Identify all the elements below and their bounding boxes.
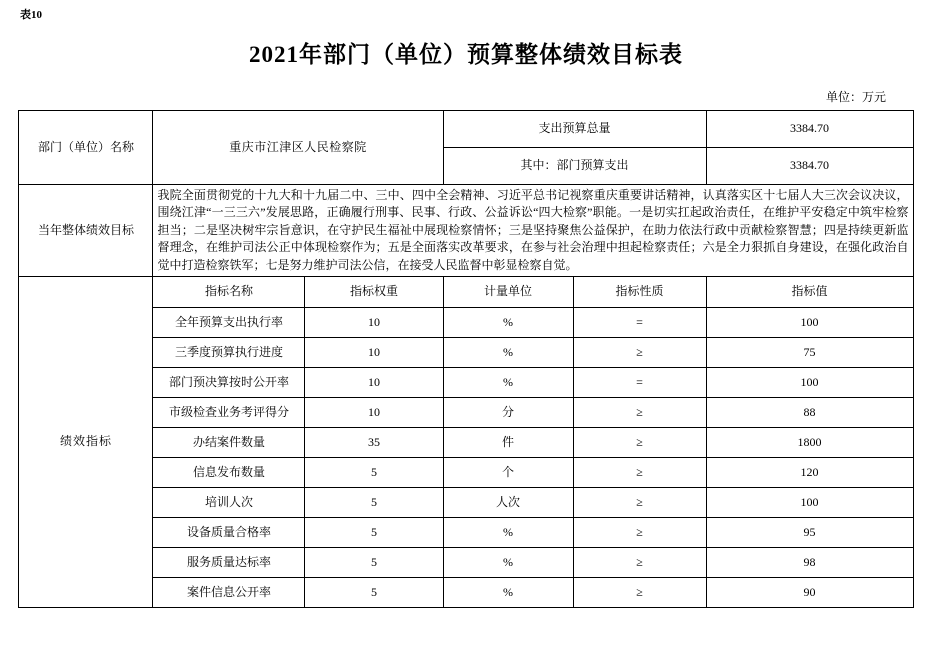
indicator-unit: 人次 [443,487,573,517]
indicator-nature: ≥ [573,337,706,367]
indicator-value: 120 [706,457,913,487]
dept-budget-expense-label: 其中：部门预算支出 [443,148,706,185]
indicator-value: 95 [706,517,913,547]
table-row [19,577,913,607]
indicator-value: 98 [706,547,913,577]
indicator-value: 100 [706,367,913,397]
column-header-indicator-name: 指标名称 [153,276,305,307]
annual-goal-text: 我院全面贯彻党的十九大和十九届二中、三中、四中全会精神、习近平总书记视察重庆重要讲话精神，认真落实区十七届人大三次会议决议，围绕江津“一三三六”发展思路，正确履行刑事、民事、行政、公益诉讼“四大检察”职能。一是切实扛起政治责任，在维护平安稳定中筑牢检察担当；二是坚决树牢宗旨意识，在守护民生福祉中展现检察情怀；三是坚持聚焦公益保护，在助力依法行政中贡献检察智慧；四是持续更新监督理念，在维护司法公正中体现检察作为；五是全面落实改革要求，在参与社会治理中担起检察责任；六是全力狠抓自身建设，在强化政治自觉中打造检察铁军；七是努力维护司法公信，在接受人民监督中彰显检察自觉。 [153,185,913,277]
indicator-weight: 5 [305,487,443,517]
total-budget-label: 支出预算总量 [443,111,706,148]
indicator-value: 100 [706,487,913,517]
indicator-nature: = [573,307,706,337]
indicator-nature: ≥ [573,457,706,487]
indicator-nature: = [573,367,706,397]
indicator-name: 设备质量合格率 [153,517,305,547]
indicator-value: 88 [706,397,913,427]
indicator-weight: 35 [305,427,443,457]
indicator-nature: ≥ [573,397,706,427]
budget-performance-table [18,110,913,608]
indicator-unit: 个 [443,457,573,487]
table-row [19,307,913,337]
indicator-name: 全年预算支出执行率 [153,307,305,337]
indicator-nature: ≥ [573,547,706,577]
indicator-unit: % [443,547,573,577]
indicator-weight: 5 [305,577,443,607]
table-row [19,547,913,577]
column-header-nature: 指标性质 [573,276,706,307]
table-row [19,367,913,397]
indicator-weight: 10 [305,307,443,337]
indicator-weight: 10 [305,397,443,427]
dept-budget-expense-value: 3384.70 [706,148,913,185]
column-header-unit: 计量单位 [443,276,573,307]
indicator-unit: 分 [443,397,573,427]
table-row [19,427,913,457]
indicator-nature: ≥ [573,487,706,517]
indicator-weight: 5 [305,517,443,547]
indicator-name: 办结案件数量 [153,427,305,457]
indicator-unit: % [443,307,573,337]
table-row [19,517,913,547]
indicator-unit: % [443,577,573,607]
performance-indicator-label: 绩效指标 [19,276,153,607]
indicator-value: 100 [706,307,913,337]
table-row [19,337,913,367]
form-number: 表10 [20,9,42,21]
table-row-dept-total [19,111,913,148]
dept-name-value: 重庆市江津区人民检察院 [153,111,443,185]
table-row-indicator-header [19,276,913,307]
unit-note: 单位：万元 [825,90,886,104]
indicator-weight: 5 [305,457,443,487]
indicator-nature: ≥ [573,517,706,547]
indicator-weight: 5 [305,547,443,577]
column-header-value: 指标值 [706,276,913,307]
indicator-name: 三季度预算执行进度 [153,337,305,367]
table-row-goal [19,185,913,277]
indicator-unit: % [443,367,573,397]
indicator-nature: ≥ [573,577,706,607]
indicator-name: 案件信息公开率 [153,577,305,607]
indicator-weight: 10 [305,367,443,397]
page-title: 2021年部门（单位）预算整体绩效目标表 [249,42,683,67]
column-header-weight: 指标权重 [305,276,443,307]
indicator-name: 部门预决算按时公开率 [153,367,305,397]
indicator-name: 市级检查业务考评得分 [153,397,305,427]
indicator-weight: 10 [305,337,443,367]
indicator-name: 信息发布数量 [153,457,305,487]
dept-name-label: 部门（单位）名称 [19,111,153,185]
table-row [19,457,913,487]
indicator-unit: 件 [443,427,573,457]
indicator-name: 培训人次 [153,487,305,517]
indicator-value: 1800 [706,427,913,457]
indicator-value: 90 [706,577,913,607]
indicator-name: 服务质量达标率 [153,547,305,577]
indicator-nature: ≥ [573,427,706,457]
indicator-unit: % [443,337,573,367]
table-row [19,397,913,427]
total-budget-value: 3384.70 [706,111,913,148]
table-row [19,487,913,517]
annual-goal-label: 当年整体绩效目标 [19,185,153,277]
indicator-value: 75 [706,337,913,367]
indicator-unit: % [443,517,573,547]
